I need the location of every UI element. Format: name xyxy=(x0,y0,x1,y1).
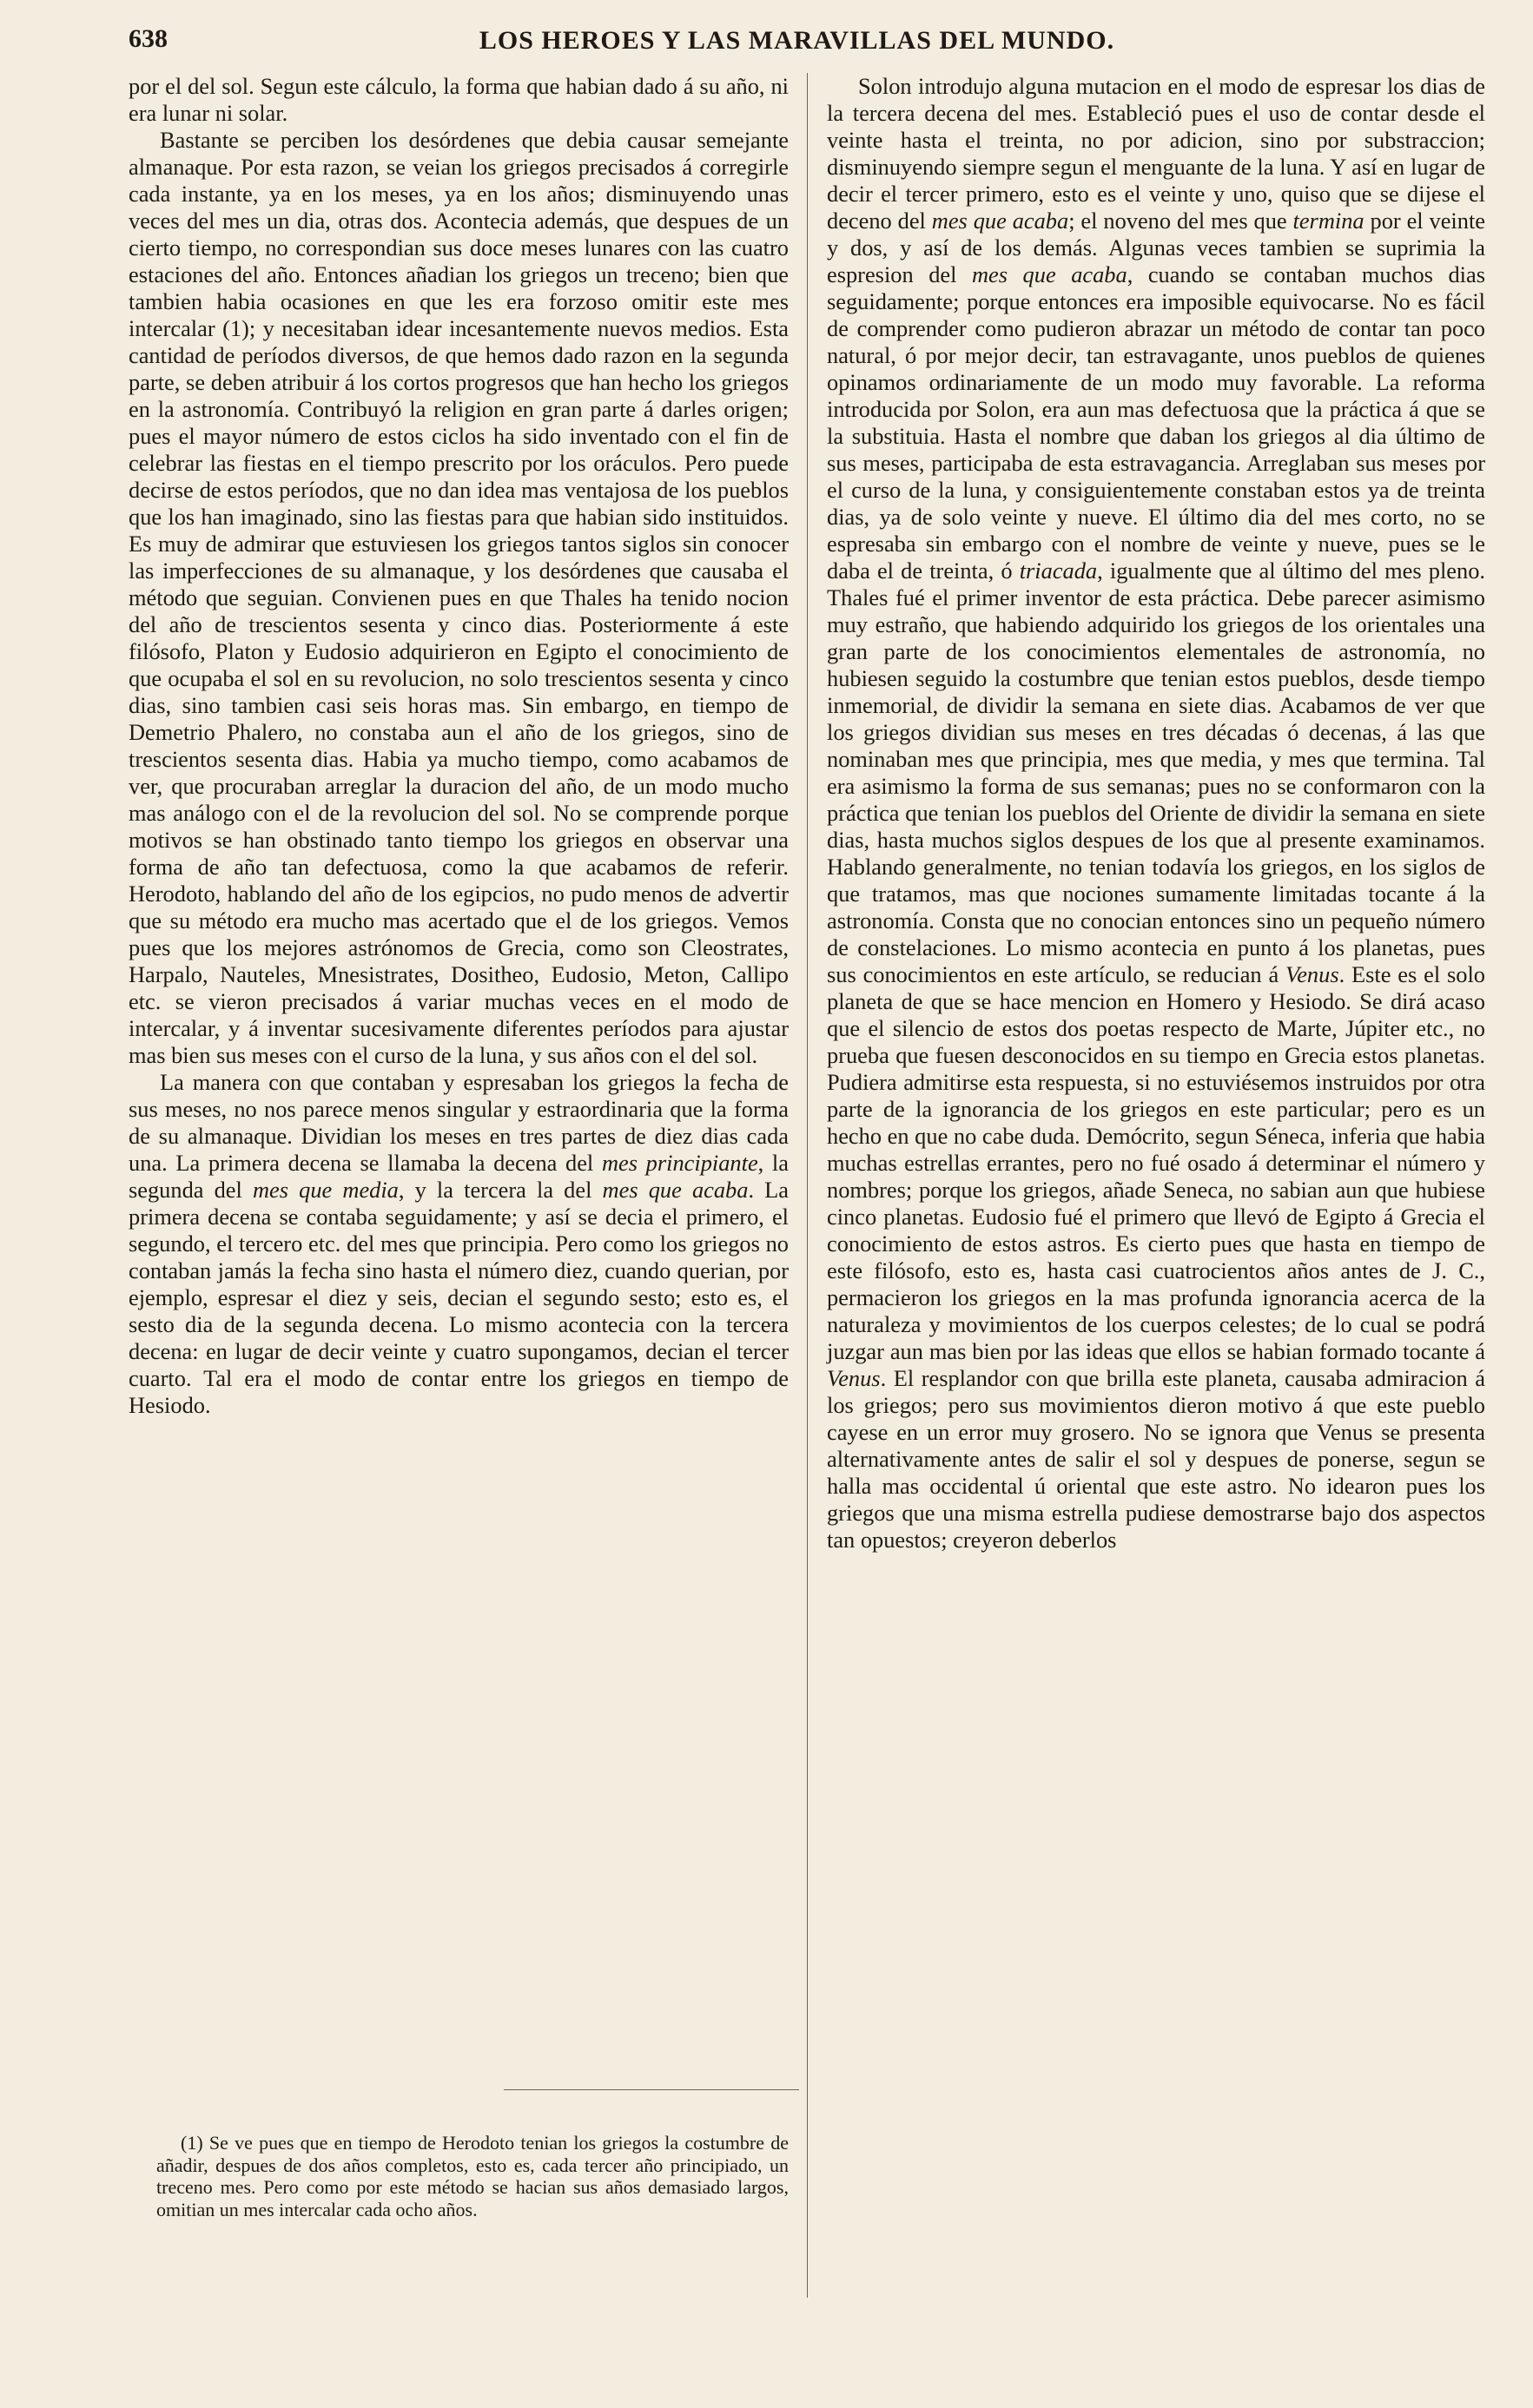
paragraph: por el del sol. Segun este cálculo, la forma que habian dado á su año, ni era lunar ni solar. xyxy=(129,73,789,126)
paragraph xyxy=(129,1069,789,1419)
text-run: , cuando se contaban muchos dias seguidamente; porque entonces era imposible equivocarse. No es fácil de comprender como pudieron abrazar un método de contar tan poco natural, ó por mejor decir, tan estravagante, unos pueblos de quienes opinamos ordinariamente de un modo muy favorable. La reforma introducida por Solon, era aun mas defectuosa que la práctica á que se la substituia. Hasta el nombre que daban los griegos al dia último de sus meses, participaba de esta estravagancia. Arreglaban sus meses por el curso de la luna, y consiguientemente constaban estos ya de treinta dias, ya de solo veinte y nueve. El último dia del mes corto, no se espresaba sin embargo con el nombre de veinte y nueve, pues se le daba el de treinta, ó xyxy=(827,261,1485,584)
text-run: La manera con que contaban y espresaban los griegos la fecha de sus meses, no nos parece menos singular y estraordinaria que la forma de su almanaque. Dividian los meses en tres partes de diez dias cada una. La primera decena se llamaba la decena del xyxy=(129,1069,789,1176)
text-run: , igualmente que al último del mes pleno. Thales fué el primer inventor de esta práctica. Debe parecer asimismo muy estraño, que habiendo adquirido los griegos de los orientales una gran parte de los conocimientos elementales de astronomía, no hubiesen seguido la costumbre que tenian estos pueblos, desde tiempo inmemorial, de dividir la semana en siete dias. Acabamos de ver que los griegos dividian sus meses en tres décadas ó decenas, á las que nominaban mes que principia, mes que media, y mes que termina. Tal era asimismo la forma de sus semanas; pues no se conformaron con la práctica que tenian los pueblos del Oriente de dividir la semana en siete dias, hasta muchos siglos despues de los que al presente examinamos. Hablando generalmente, no tenian todavía los griegos, en los siglos de que tratamos, mas que nociones sumamente limitadas tocante á la astronomía. Consta que no conocian entonces sino un pequeño número de constelaciones. Lo mismo acontecia en punto á los planetas, pues sus conocimientos en este artículo, se reducian á xyxy=(827,557,1486,987)
italic-term: mes que acaba xyxy=(971,261,1127,287)
column-divider xyxy=(807,73,808,2298)
italic-term: mes principiante xyxy=(601,1150,758,1176)
italic-term: Venus xyxy=(827,1365,881,1391)
text-run: , y la tercera la del xyxy=(398,1177,603,1203)
text-run: . El resplandor con que brilla este planeta, causaba admiracion á los griegos; pero sus movimientos dieron motivo á que este pueblo cayese en un error muy grosero. No se ignora que Venus se presenta alternativamente antes de salir el sol y despues de ponerse, segun se halla mas occidental ú oriental que este astro. No idearon pues los griegos que una misma estrella pudiese demostrarse bajo dos aspectos tan opuestos; creyeron deberlos xyxy=(827,1365,1485,1553)
running-title: LOS HEROES Y LAS MARAVILLAS DEL MUNDO. xyxy=(479,26,1115,55)
italic-term: Venus xyxy=(1285,961,1339,987)
text-run: ; el noveno del mes que xyxy=(1068,208,1293,234)
footnote-text: (1) Se ve pues que en tiempo de Herodoto tenian los griegos la costumbre de añadir, despues de dos años completos, esto es, cada tercer año principiado, un treceno mes. Pero como por este método se hacian sus años demasiado largos, omitian un mes intercalar cada ocho años. xyxy=(156,2132,789,2220)
text-run: Solon introdujo alguna mutacion en el modo de espresar los dias de la tercera decena del mes. Estableció pues el uso de contar desde el veinte hasta el treinta, no por adicion, sino por substraccion; disminuyendo siempre segun el menguante de la luna. Y así en lugar de decir el tercer primero, esto es el veinte y uno, quiso que se dijese el deceno del xyxy=(827,73,1485,234)
paragraph: Bastante se perciben los desórdenes que debia causar semejante almanaque. Por esta razon, se veian los griegos precisados á corregirle cada instante, ya en los meses, ya en los años; disminuyendo unas veces del mes un dia, otras dos. Acontecia además, que despues de un cierto tiempo, no correspondian sus doce meses lunares con las cuatro estaciones del año. Entonces añadian los griegos un treceno; bien que tambien habia ocasiones en que les era forzoso omitir este mes intercalar (1); y necesitaban idear incesantemente nuevos medios. Esta cantidad de períodos diversos, de que hemos dado razon en la segunda parte, se deben atribuir á los cortos progresos que han hecho los griegos en la astronomía. Contribuyó la religion en gran parte á darles origen; pues el mayor número de estos ciclos ha sido inventado con el fin de celebrar las fiestas en el tiempo prescrito por los oráculos. Pero puede decirse de estos períodos, que no dan idea mas ventajosa de los pueblos que los han imaginado, sino las fiestas para que habian sido instituidos. Es muy de admirar que estuviesen los griegos tantos siglos sin conocer las imperfecciones de su almanaque, y los desórdenes que causaba el método que seguian. Convienen pues en que Thales ha tenido nocion del año de trescientos sesenta y cinco dias. Posteriormente á este filósofo, Platon y Eudosio adquirieron en Egipto el conocimiento de que ocupaba el sol en su revolucion, no solo trescientos sesenta y cinco dias, sino tambien casi seis horas mas. Sin embargo, en tiempo de Demetrio Phalero, no constaba aun el año de los griegos, sino de trescientos sesenta dias. Habia ya mucho tiempo, como acabamos de ver, que procuraban arreglar la duracion del año, de un modo mucho mas análogo con el de la revolucion del sol. No se comprende porque motivos se han obstinado tanto tiempo los griegos en observar una forma de año tan defectuosa, como la que acabamos de referir. Herodoto, hablando del año de los egipcios, no pudo menos de advertir que su método era mucho mas acertado que el de los griegos. Vemos pues que los mejores astrónomos de Grecia, como son Cleostrates, Harpalo, Nauteles, Mnesistrates, Dositheo, Eudosio, Meton, Callipo etc. se vieron precisados á variar muchas veces en el modo de intercalar, y á inventar sucesivamente diferentes períodos para ajustar mas bien sus meses con el curso de la luna, y sus años con el del sol. xyxy=(129,127,789,1068)
text-run: . La primera decena se contaba seguidamente; y así se decia el primero, el segundo, el tercero etc. del mes que principia. Pero como los griegos no contaban jamás la fecha sino hasta el número diez, cuando querian, por ejemplo, espresar el diez y seis, decian el segundo sesto; esto es, el sesto dia de la segunda decena. Lo mismo acontecia con la tercera decena: en lugar de decir veinte y cuatro supongamos, decian el tercer cuarto. Tal era el modo de contar entre los griegos en tiempo de Hesiodo. xyxy=(129,1177,790,1418)
text-run: . Este es el solo planeta de que se hace mencion en Homero y Hesiodo. Se dirá acaso que el silencio de estos dos poetas respecto de Marte, Júpiter etc., no prueba que fuesen desconocidos en su tiempo en Grecia estos planetas. Pudiera admitirse esta respuesta, si no estuviésemos instruidos por otra parte de la ignorancia de los griegos en este particular; pero es un hecho en que no cabe duda. Demócrito, segun Séneca, inferia que habia muchas estrellas errantes, pero no fué osado á determinar el número y nombres; porque los griegos, añade Seneca, no sabian aun que hubiese cinco planetas. Eudosio fué el primero que llevó de Egipto á Grecia el conocimiento de estos astros. Es cierto pues que hasta en tiempo de este filósofo, esto es, hasta casi cuatrocientos años antes de J. C., permacieron los griegos en la mas profunda ignorancia acerca de la naturaleza y movimientos de los cuerpos celestes; de lo cual se podrá juzgar aun mas bien por las ideas que ellos se habian formado tocante á xyxy=(827,961,1485,1364)
text-run: por el veinte y dos, y así de los demás. Algunas veces tambien se suprimia la espresion del xyxy=(827,208,1485,287)
left-column xyxy=(129,73,789,1419)
italic-term: mes que acaba xyxy=(602,1177,749,1203)
italic-term: mes que media xyxy=(252,1177,399,1203)
paragraph xyxy=(827,73,1485,1554)
footnote-rule xyxy=(504,2089,799,2090)
footnote xyxy=(156,2132,789,2220)
italic-term: termina xyxy=(1292,208,1365,234)
italic-term: triacada xyxy=(1019,557,1098,584)
italic-term: mes que acaba xyxy=(931,208,1069,234)
right-column xyxy=(827,73,1485,1554)
page-number: 638 xyxy=(129,24,168,53)
text-run: , la segunda del xyxy=(129,1150,789,1203)
